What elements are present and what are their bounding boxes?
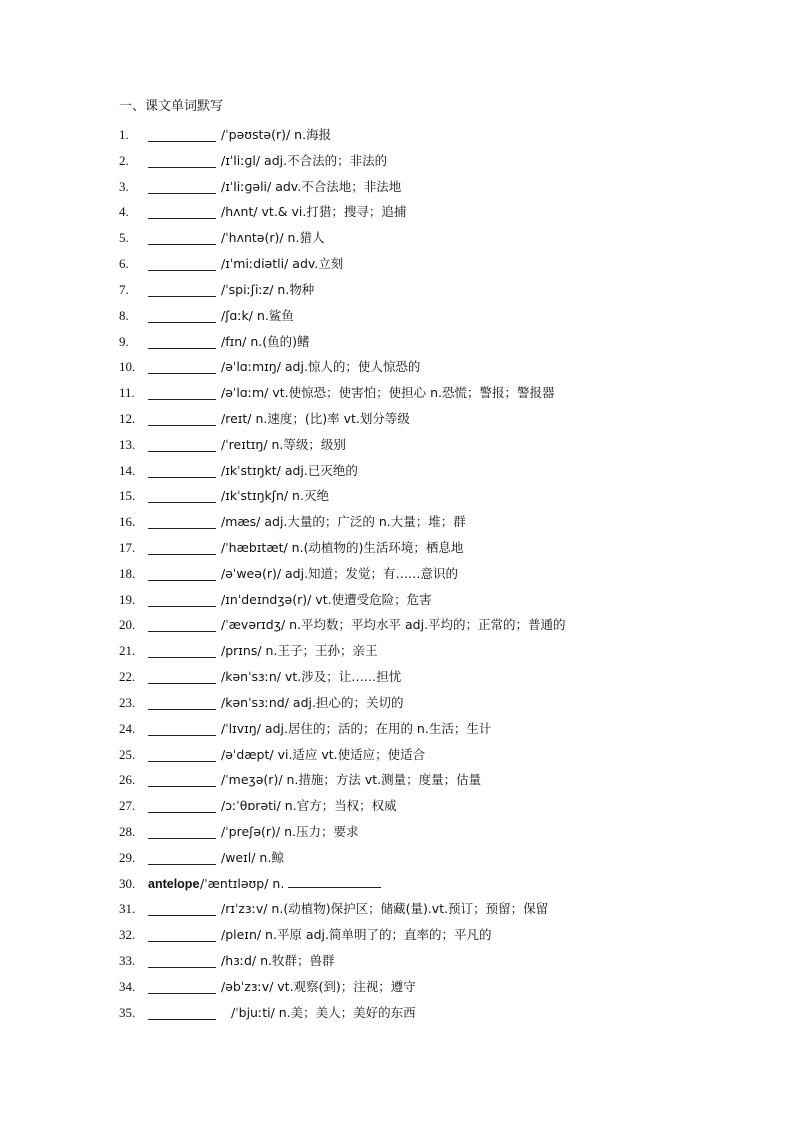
item-definition xyxy=(221,486,329,506)
given-word: antelope xyxy=(148,876,200,891)
definition-text: /ɪkˈstɪŋkʃn/ n.灭绝 xyxy=(221,488,329,504)
item-definition xyxy=(221,822,359,842)
item-number: 17. xyxy=(119,540,136,555)
answer-blank[interactable] xyxy=(148,967,216,968)
definition-text: /ˈbjuːti/ n.美；美人；美好的东西 xyxy=(231,1004,416,1020)
definition-text: /ɪˈliːɡəli/ adv.不合法地；非法地 xyxy=(221,178,402,194)
list-item xyxy=(0,279,794,305)
list-item xyxy=(0,176,794,202)
item-definition xyxy=(221,615,566,635)
answer-blank[interactable] xyxy=(148,735,216,736)
definition-text: /kənˈsɜːnd/ adj.担心的；关切的 xyxy=(221,694,404,710)
item-number: 20. xyxy=(119,617,136,633)
list-item xyxy=(0,744,794,770)
definition-text: /ˈreɪtɪŋ/ n.等级；级别 xyxy=(221,436,346,452)
item-definition xyxy=(200,874,381,894)
definition-text: /ˈhʌntə(r)/ n.猎人 xyxy=(221,230,325,246)
item-number: 18. xyxy=(119,565,136,581)
answer-blank[interactable] xyxy=(148,193,216,194)
item-number: 1. xyxy=(119,127,129,142)
item-definition xyxy=(221,770,481,790)
list-item xyxy=(0,356,794,382)
answer-blank[interactable] xyxy=(148,761,216,762)
item-number: 35. xyxy=(119,1004,136,1020)
definition-text: /mæs/ adj.大量的；广泛的 n.大量；堆；群 xyxy=(221,514,466,530)
answer-blank[interactable] xyxy=(148,709,216,710)
list-item xyxy=(0,485,794,511)
item-number: 10. xyxy=(119,359,136,375)
list-item xyxy=(0,769,794,795)
answer-blank[interactable] xyxy=(148,941,216,942)
item-number: 23. xyxy=(119,694,136,710)
answer-blank[interactable] xyxy=(148,838,216,839)
item-definition xyxy=(221,177,401,197)
list-item xyxy=(0,821,794,847)
item-definition xyxy=(221,512,466,532)
answer-blank[interactable] xyxy=(148,373,216,374)
answer-blank[interactable] xyxy=(148,296,216,297)
item-number: 3. xyxy=(119,178,129,194)
item-number: 5. xyxy=(119,230,129,246)
item-number: 6. xyxy=(119,256,129,272)
list-item xyxy=(0,331,794,357)
answer-blank[interactable] xyxy=(148,270,216,271)
definition-text: /ˈpreʃə(r)/ n.压力；要求 xyxy=(221,823,359,839)
definition-text: /ɪˈmiːdiətli/ adv.立刻 xyxy=(221,256,344,272)
list-item xyxy=(0,460,794,486)
definition-text: /hɜːd/ n.牧群；兽群 xyxy=(221,953,335,968)
definition-text: /əˈdæpt/ vi.适应 vt.使适应；使适合 xyxy=(221,746,426,762)
answer-blank[interactable] xyxy=(148,606,216,607)
definition-text: /ɪnˈdeɪndʒə(r)/ vt.使遭受危险；危害 xyxy=(221,591,432,607)
answer-blank[interactable] xyxy=(148,218,216,219)
item-definition xyxy=(221,564,458,584)
list-item xyxy=(0,434,794,460)
definition-text: /reɪt/ n.速度；(比)率 vt.划分等级 xyxy=(221,410,410,426)
item-number: 33. xyxy=(119,953,136,968)
item-number: 12. xyxy=(119,410,136,426)
item-definition xyxy=(221,745,425,765)
definition-text: /rɪˈzɜːv/ n.(动植物)保护区；储藏(量).vt.预订；预留；保留 xyxy=(221,901,549,917)
list-item xyxy=(0,563,794,589)
list-item xyxy=(0,795,794,821)
item-definition xyxy=(221,409,410,429)
item-definition xyxy=(221,280,314,300)
item-definition xyxy=(221,254,343,274)
item-number: 22. xyxy=(119,669,136,685)
definition-text: /weɪl/ n.鲸 xyxy=(221,849,284,865)
definition-text: /ɔːˈθɒrəti/ n.官方；当权；权威 xyxy=(221,798,397,814)
definition-text: /fɪn/ n.(鱼的)鳍 xyxy=(221,333,310,349)
answer-blank[interactable] xyxy=(148,1019,216,1020)
item-definition xyxy=(221,332,310,352)
item-number: 28. xyxy=(119,823,136,839)
definition-text: /ˈævərɪdʒ/ n.平均数；平均水平 adj.平均的；正常的；普通的 xyxy=(221,617,566,633)
item-definition xyxy=(221,306,294,326)
definition-text: /ʃɑːk/ n.鲨鱼 xyxy=(221,307,294,323)
list-item xyxy=(0,976,794,1002)
item-definition xyxy=(221,357,420,377)
definition-text: /əˈlɑːm/ vt.使惊恐；使害怕；使担心 n.恐慌；警报；警报器 xyxy=(221,385,555,401)
definition-text: /ˈhæbɪtæt/ n.(动植物的)生活环境；栖息地 xyxy=(221,540,464,555)
item-number: 32. xyxy=(119,927,136,943)
list-item xyxy=(0,408,794,434)
item-number: 19. xyxy=(119,591,136,607)
definition-text: /ˈæntɪləʊp/ n. xyxy=(200,875,285,891)
item-number: 14. xyxy=(119,462,136,478)
list-item xyxy=(0,305,794,331)
definition-text: /pleɪn/ n.平原 adj.简单明了的；直率的；平凡的 xyxy=(221,927,492,943)
definition-text: /kənˈsɜːn/ vt.涉及；让……担忧 xyxy=(221,669,402,685)
item-number: 11. xyxy=(119,385,135,401)
definition-text: /əˈlɑːmɪŋ/ adj.惊人的；使人惊恐的 xyxy=(221,359,421,375)
item-definition xyxy=(221,899,548,919)
item-definition xyxy=(221,435,346,455)
item-definition xyxy=(221,796,397,816)
list-item xyxy=(0,1002,794,1028)
item-definition xyxy=(221,538,463,558)
item-number: 30. xyxy=(119,875,136,891)
list-item xyxy=(0,898,794,924)
answer-blank[interactable] xyxy=(148,786,216,787)
list-item xyxy=(0,640,794,666)
item-definition xyxy=(221,461,358,481)
answer-blank[interactable] xyxy=(148,683,216,684)
definition-text: /əˈweə(r)/ adj.知道；发觉；有……意识的 xyxy=(221,565,459,581)
item-definition xyxy=(221,951,335,971)
item-number: 13. xyxy=(119,436,136,452)
answer-blank[interactable] xyxy=(148,502,216,503)
answer-blank[interactable] xyxy=(148,451,216,452)
list-item xyxy=(0,382,794,408)
definition-text: /ˈlɪvɪŋ/ adj.居住的；活的；在用的 n.生活；生计 xyxy=(221,720,492,736)
list-item xyxy=(0,950,794,976)
item-number: 29. xyxy=(119,849,136,865)
item-number: 25. xyxy=(119,746,136,762)
definition-text: /ɪˈliːɡl/ adj.不合法的；非法的 xyxy=(221,152,388,168)
answer-blank[interactable] xyxy=(148,167,216,168)
item-number: 4. xyxy=(119,204,129,220)
answer-blank[interactable] xyxy=(148,477,216,478)
section-title: 一、课文单词默写 xyxy=(119,99,224,114)
item-definition xyxy=(221,383,554,403)
list-item xyxy=(0,201,794,227)
answer-blank[interactable] xyxy=(148,864,216,865)
item-number: 16. xyxy=(119,514,136,530)
answer-blank[interactable] xyxy=(148,244,216,245)
answer-blank[interactable] xyxy=(148,580,216,581)
definition-text: /prɪns/ n.王子；王孙；亲王 xyxy=(221,643,378,659)
definition-text: /əbˈzɜːv/ vt.观察(到)；注视；遵守 xyxy=(221,978,416,994)
item-definition xyxy=(221,693,403,713)
item-definition xyxy=(221,151,387,171)
answer-blank[interactable] xyxy=(148,631,216,632)
answer-blank[interactable] xyxy=(148,993,216,994)
item-number: 2. xyxy=(119,152,129,168)
answer-blank[interactable] xyxy=(148,141,216,142)
answer-blank[interactable] xyxy=(148,657,216,658)
list-item xyxy=(0,873,794,899)
item-number: 26. xyxy=(119,772,136,788)
answer-blank[interactable] xyxy=(148,915,216,916)
item-definition xyxy=(221,590,432,610)
answer-blank[interactable] xyxy=(148,399,216,400)
list-item xyxy=(0,847,794,873)
item-number: 7. xyxy=(119,281,129,297)
vocabulary-list xyxy=(0,124,794,1027)
item-number: 24. xyxy=(119,720,136,736)
answer-blank[interactable] xyxy=(148,322,216,323)
list-item xyxy=(0,253,794,279)
list-item xyxy=(0,511,794,537)
item-number: 34. xyxy=(119,978,136,994)
list-item xyxy=(0,924,794,950)
item-number: 15. xyxy=(119,488,136,504)
list-item xyxy=(0,614,794,640)
list-item xyxy=(0,718,794,744)
list-item xyxy=(0,227,794,253)
list-item xyxy=(0,666,794,692)
list-item xyxy=(0,537,794,563)
list-item xyxy=(0,150,794,176)
item-definition xyxy=(221,719,491,739)
item-definition xyxy=(231,1003,416,1023)
item-definition xyxy=(221,925,491,945)
item-number: 21. xyxy=(119,643,136,659)
item-definition xyxy=(221,667,401,687)
list-item xyxy=(0,124,794,150)
item-number: 9. xyxy=(119,333,129,349)
item-number: 8. xyxy=(119,307,129,323)
answer-blank[interactable] xyxy=(148,554,216,555)
item-number: 31. xyxy=(119,901,136,917)
answer-blank[interactable] xyxy=(148,425,216,426)
item-definition xyxy=(221,228,324,248)
item-definition xyxy=(221,977,416,997)
item-definition xyxy=(221,202,406,222)
definition-text: /ɪkˈstɪŋkt/ adj.已灭绝的 xyxy=(221,462,358,478)
answer-blank[interactable] xyxy=(148,528,216,529)
list-item xyxy=(0,692,794,718)
definition-text: /ˈpəʊstə(r)/ n.海报 xyxy=(221,127,332,142)
answer-blank[interactable] xyxy=(148,348,216,349)
definition-text: /hʌnt/ vt.& vi.打猎；搜寻；追捕 xyxy=(221,204,407,220)
item-definition xyxy=(221,848,284,868)
answer-blank[interactable] xyxy=(148,812,216,813)
item-definition xyxy=(221,641,377,661)
list-item xyxy=(0,589,794,615)
definition-text: /ˈmeʒə(r)/ n.措施；方法 vt.测量；度量；估量 xyxy=(221,772,482,788)
definition-text: /ˈspiːʃiːz/ n.物种 xyxy=(221,281,315,297)
answer-blank[interactable] xyxy=(288,875,381,888)
item-number: 27. xyxy=(119,798,136,814)
item-definition xyxy=(221,125,331,145)
